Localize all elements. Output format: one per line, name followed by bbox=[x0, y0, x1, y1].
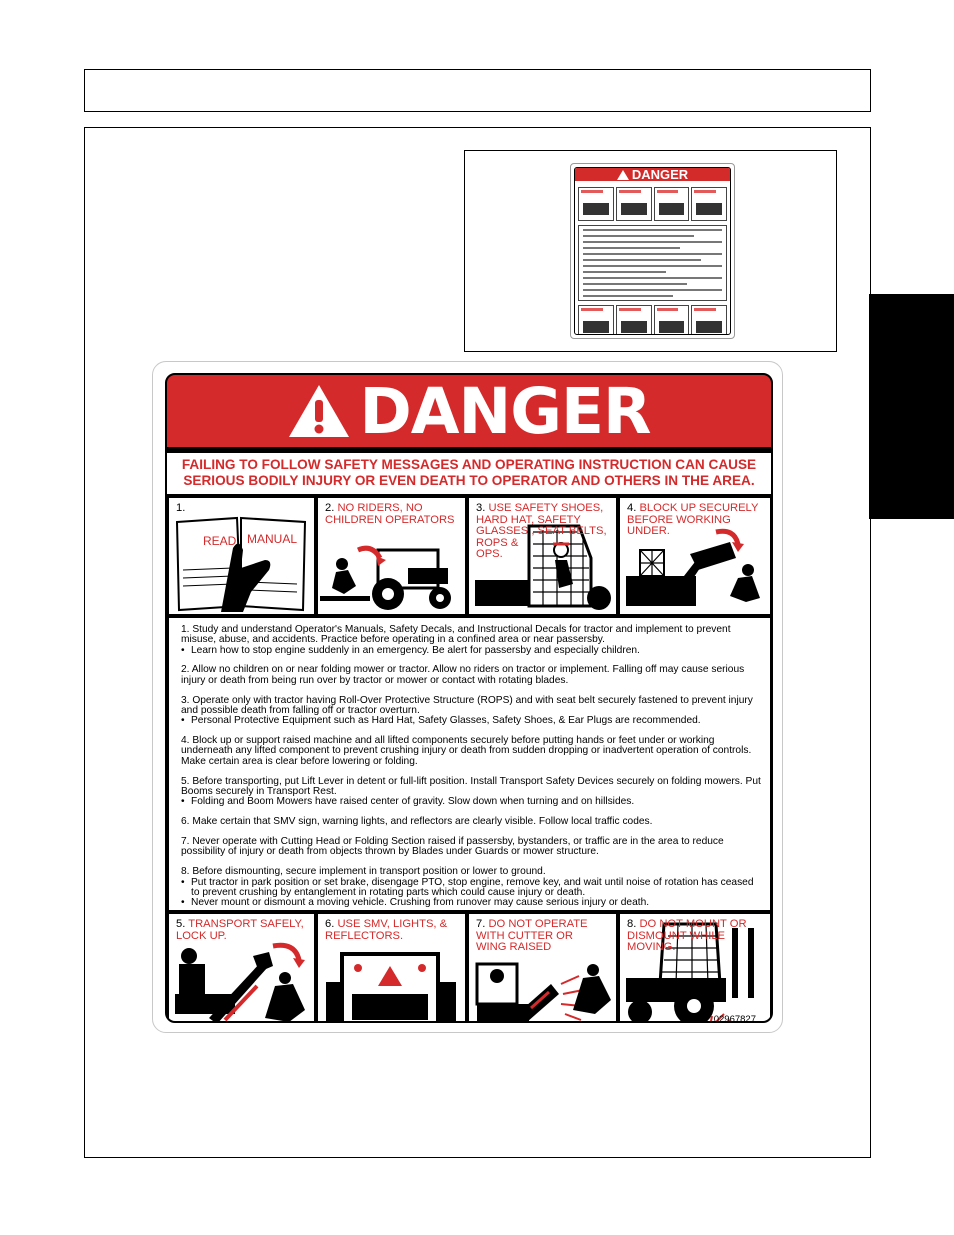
thumbnail-text-block bbox=[578, 225, 727, 301]
instruction-item: 5. Before transporting, put Lift Lever in detent or full-lift position. Install Transport Safety Devices securely on folding mowers. Put Booms securely in Transport Rest. • Folding and Boom Mowers have raised center of gravity. Slow down when turning and on hillsides. bbox=[181, 777, 762, 808]
instruction-item: 3. Operate only with tractor having Roll-Over Protective Structure (ROPS) and with seat belt securely fastened to prevent injury and possible death from falling off or tractor overturn. • Personal Protective Equipment such as Hard Hat, Safety Glasses, Safety Shoes, & Ear Plugs are recommended. bbox=[181, 696, 762, 727]
thumbnail-title: DANGER bbox=[631, 167, 689, 182]
thumbnail-top-pictograms bbox=[575, 185, 730, 223]
pictogram-read-manual bbox=[169, 498, 314, 614]
pictogram-safety-gear bbox=[469, 498, 616, 614]
instructions-list bbox=[169, 618, 770, 910]
decal-title: DANGER bbox=[359, 374, 651, 448]
pictogram-transport-safely bbox=[169, 914, 314, 1023]
panel-6-label: 6. USE SMV, LIGHTS, & REFLECTORS. bbox=[325, 918, 448, 942]
decal-thumbnail-frame bbox=[464, 150, 837, 352]
manual-word-manual: MANUAL bbox=[247, 532, 298, 546]
decal-warning-text: FAILING TO FOLLOW SAFETY MESSAGES AND OPERATING INSTRUCTION CAN CAUSE SERIOUS BODILY INJURY OR EVEN DEATH TO OPERATOR AND OTHERS IN THE AREA. bbox=[167, 453, 771, 494]
instruction-item: 2. Allow no children on or near folding mower or tractor. Allow no riders on tractor or implement. Falling off may cause serious injury or death from being run over by tractor or mower or contact with rotating blades. bbox=[181, 664, 745, 686]
panel-4-label: 4. BLOCK UP SECURELY BEFORE WORKING UNDER. bbox=[627, 502, 759, 537]
instruction-item: 1. Study and understand Operator's Manuals, Safety Decals, and Instructional Decals for tractor and implement to prevent misuse, abuse, and accidents. Practice before operating in a confined area or near passersby. • Learn how to stop engine suddenly in an emergency. Be alert for passersby and especially children. bbox=[181, 625, 762, 656]
panel-5-label: 5. TRANSPORT SAFELY, LOCK UP. bbox=[176, 918, 304, 942]
instruction-item: 7. Never operate with Cutting Head or Folding Section raised if passersby, bystanders, or traffic are in the area to reduce possibility of injury or death from objects thrown by Blades under Guards or mower structure. bbox=[181, 836, 724, 858]
warning-triangle-icon bbox=[287, 383, 351, 439]
pictogram-no-mounting bbox=[620, 914, 770, 1023]
instruction-item: 4. Block up or support raised machine and all lifted components securely before putting hands or feet under or working underneath any lifted component to prevent crushing injury or death from sudden dropping or inadvertent operation of controls. Make certain area is clear before lowering or folding. bbox=[181, 735, 752, 767]
panel-3-label: 3. USE SAFETY SHOES, HARD HAT, SAFETY GLASSES , SEAT BELTS, ROPS & OPS. bbox=[476, 502, 607, 560]
thumbnail-header bbox=[575, 168, 730, 181]
instruction-item: 6. Make certain that SMV sign, warning lights, and reflectors are clearly visible. Follow local traffic codes. bbox=[181, 816, 653, 828]
pictogram-cutter-raised bbox=[469, 914, 616, 1023]
panel-8-label: 8. DO NOT MOUNT OR DISMOUNT WHILE MOVING. bbox=[627, 918, 747, 953]
manual-word-read: READ bbox=[203, 534, 237, 548]
open-book-icon bbox=[169, 498, 314, 614]
thumbnail-bottom-pictograms bbox=[575, 303, 730, 335]
pictogram-no-riders bbox=[318, 498, 465, 614]
danger-decal bbox=[152, 361, 783, 1033]
warning-triangle-icon bbox=[617, 170, 629, 180]
section-side-tab bbox=[869, 294, 954, 519]
pictogram-smv-lights bbox=[318, 914, 465, 1023]
decal-header bbox=[167, 375, 771, 450]
page-header-box bbox=[84, 69, 871, 112]
pictogram-block-up bbox=[620, 498, 770, 614]
panel-7-label: 7. DO NOT OPERATE WITH CUTTER OR WING RAISED bbox=[476, 918, 588, 953]
instruction-item: 8. Before dismounting, secure implement in transport position or lower to ground. • Put tractor in park position or set brake, disengage PTO, stop engine, remove key, and wait until noise of rotation has ceased to prevent crushing by entanglement in rotating parts which could cause injury or death. • Never mount or dismount a moving vehicle. Crushing from runover may cause serious injury or death. bbox=[181, 867, 762, 908]
panel-2-label: 2. NO RIDERS, NO CHILDREN OPERATORS bbox=[325, 502, 455, 526]
decal-thumbnail bbox=[570, 163, 735, 339]
panel-1-label: 1. bbox=[176, 502, 186, 514]
decal-part-number: 02967827 bbox=[713, 1014, 756, 1023]
